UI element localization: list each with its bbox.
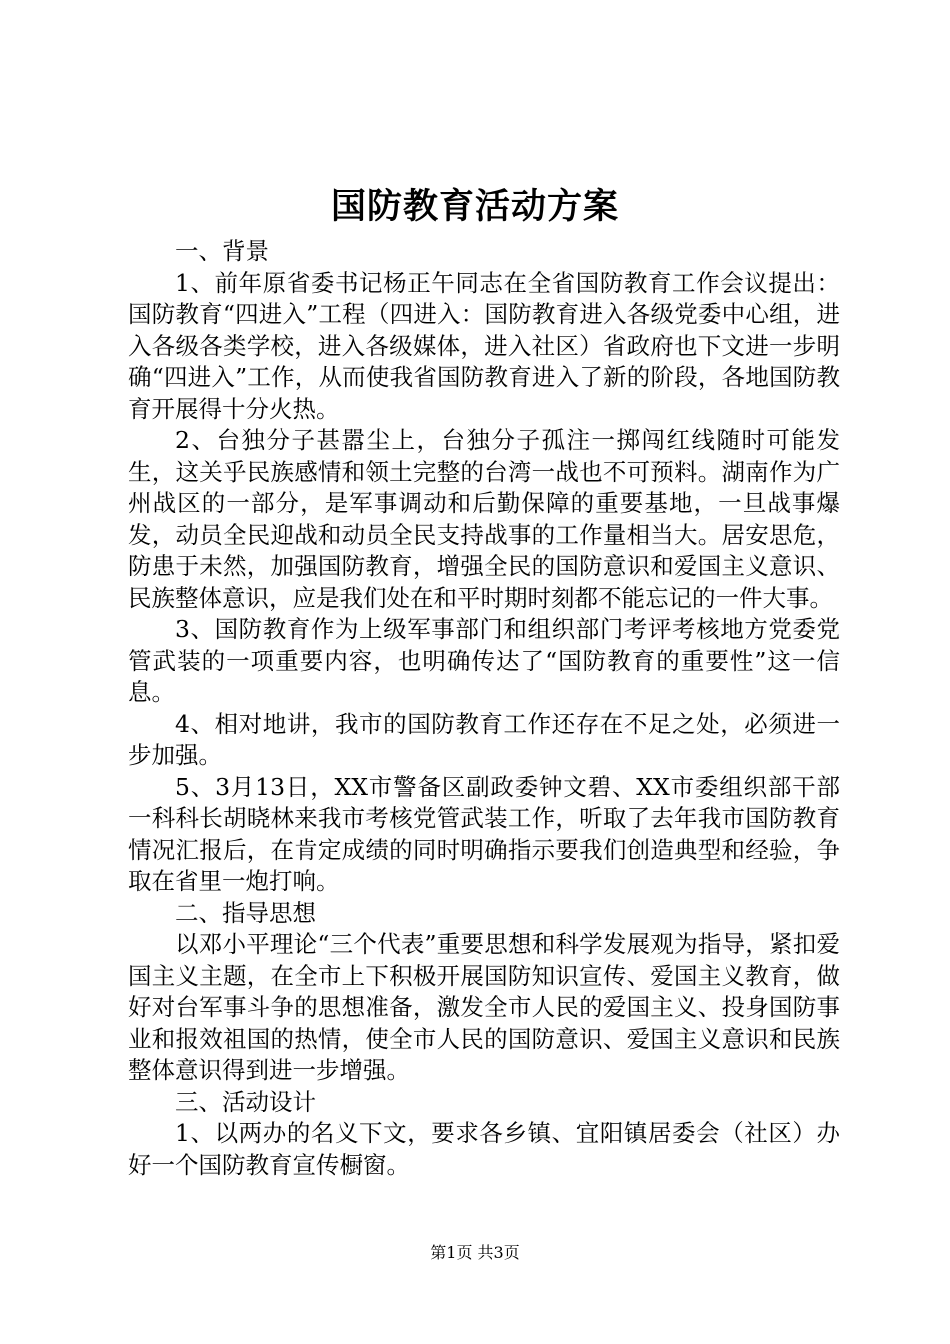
document-body (128, 236, 840, 1181)
paragraph: 2、台独分子甚嚣尘上，台独分子孤注一掷闯红线随时可能发生，这关乎民族感情和领土完整的台湾一战也不可预料。湖南作为广州战区的一部分，是军事调动和后勤保障的重要基地，一旦战事爆发，动员全民迎战和动员全民支持战事的工作量相当大。居安思危，防患于未然，加强国防教育，增强全民的国防意识和爱国主义意识、民族整体意识，应是我们处在和平时期时刻都不能忘记的一件大事。 (128, 426, 840, 612)
paragraph: 1、前年原省委书记杨正午同志在全省国防教育工作会议提出：国防教育“四进入”工程（四进入：国防教育进入各级党委中心组，进入各级各类学校，进入各级媒体，进入社区）省政府也下文进一步明确“四进入”工作，从而使我省国防教育进入了新的阶段，各地国防教育开展得十分火热。 (128, 268, 840, 423)
paragraph: 5、3月13日，XX市警备区副政委钟文碧、XX市委组织部干部一科科长胡晓林来我市考核党管武装工作，听取了去年我市国防教育情况汇报后，在肯定成绩的同时明确指示要我们创造典型和经验，争取在省里一炮打响。 (128, 772, 840, 895)
section-heading-activity-design: 三、活动设计 (175, 1087, 316, 1116)
paragraph: 3、国防教育作为上级军事部门和组织部门考评考核地方党委党管武装的一项重要内容，也明确传达了“国防教育的重要性”这一信息。 (128, 615, 840, 706)
paragraph: 1、以两办的名义下文，要求各乡镇、宜阳镇居委会（社区）办好一个国防教育宣传橱窗。 (128, 1119, 840, 1179)
document-title: 国防教育活动方案 (330, 186, 619, 227)
page-number-footer: 第1页 共3页 (430, 1243, 520, 1262)
paragraph: 4、相对地讲，我市的国防教育工作还存在不足之处，必须进一步加强。 (128, 709, 840, 769)
paragraph: 以邓小平理论“三个代表”重要思想和科学发展观为指导，紧扣爱国主义主题，在全市上下积极开展国防知识宣传、爱国主义教育，做好对台军事斗争的思想准备，激发全市人民的爱国主义、投身国防事业和报效祖国的热情，使全市人民的国防意识、爱国主义意识和民族整体意识得到进一步增强。 (128, 930, 840, 1084)
section-heading-guiding-ideology: 二、指导思想 (175, 898, 316, 927)
section-heading-background: 一、背景 (175, 237, 269, 265)
